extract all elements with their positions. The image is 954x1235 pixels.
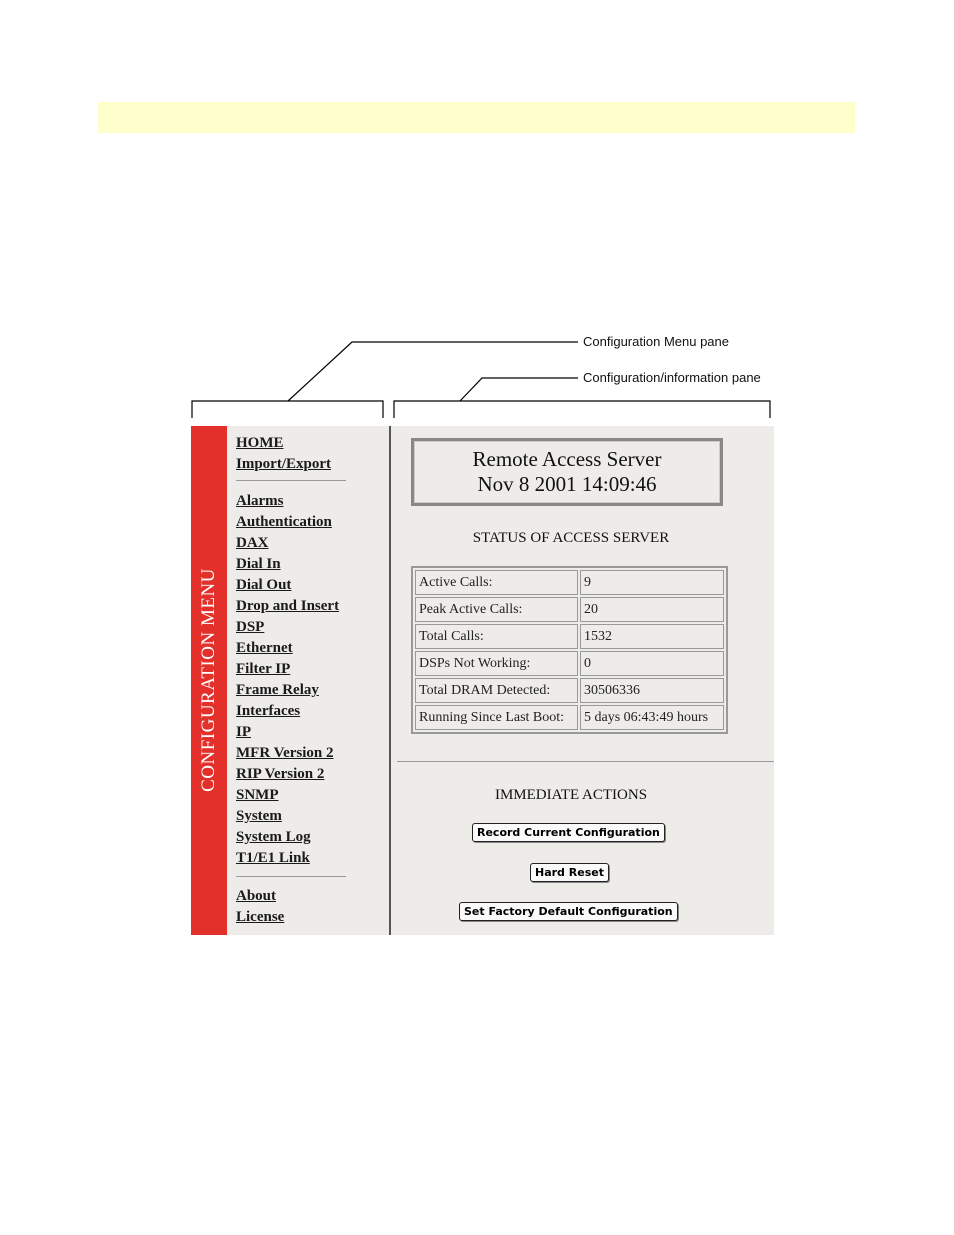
table-row [415,678,724,703]
status-value: 0 [580,651,724,676]
status-value: 20 [580,597,724,622]
menu-system-log[interactable]: System Log [236,829,311,845]
menu-rip-version-2[interactable]: RIP Version 2 [236,766,325,782]
hard-reset-button[interactable]: Hard Reset [530,863,609,882]
status-value: 30506336 [580,678,724,703]
menu-license[interactable]: License [236,909,285,925]
menu-drop-and-insert[interactable]: Drop and Insert [236,598,340,614]
actions-heading: IMMEDIATE ACTIONS [494,787,648,803]
status-table [411,566,728,734]
menu-ip[interactable]: IP [236,724,251,740]
server-title-box [411,438,723,506]
status-heading: STATUS OF ACCESS SERVER [472,530,670,546]
record-current-configuration-button[interactable]: Record Current Configuration [472,823,665,842]
status-value: 1532 [580,624,724,649]
menu-t1-e1-link[interactable]: T1/E1 Link [236,850,310,866]
menu-mfr-version-2[interactable]: MFR Version 2 [236,745,334,761]
status-label: Total DRAM Detected: [415,678,578,703]
server-screenshot [191,426,774,935]
menu-pane-leader [288,342,578,401]
info-pane-leader [460,378,578,401]
menu-dax[interactable]: DAX [236,535,269,551]
table-row [415,570,724,595]
server-title: Remote Access Server [472,447,662,471]
banner-text: CONFIGURATION MENU [198,568,219,792]
menu-divider [236,480,346,481]
menu-interfaces[interactable]: Interfaces [236,703,301,719]
menu-frame-relay[interactable]: Frame Relay [236,682,319,698]
menu-import-export[interactable]: Import/Export [236,456,331,472]
table-row [415,651,724,676]
menu-filter-ip[interactable]: Filter IP [236,661,291,677]
menu-dial-in[interactable]: Dial In [236,556,281,572]
status-value: 5 days 06:43:49 hours [580,705,724,730]
menu-system[interactable]: System [236,808,282,824]
status-label: Active Calls: [415,570,578,595]
set-factory-default-button[interactable]: Set Factory Default Configuration [459,902,678,921]
status-label: DSPs Not Working: [415,651,578,676]
menu-alarms[interactable]: Alarms [236,493,284,509]
table-row [415,597,724,622]
callout-lines [0,0,954,430]
status-label: Peak Active Calls: [415,597,578,622]
menu-snmp[interactable]: SNMP [236,787,279,803]
config-menu-banner [191,426,227,935]
configuration-menu-pane [227,426,389,935]
status-label: Running Since Last Boot: [415,705,578,730]
callout-menu-pane: Configuration Menu pane [583,334,729,349]
menu-pane-bracket [192,401,383,418]
info-divider [397,761,774,762]
table-row [415,705,724,730]
menu-about[interactable]: About [236,888,277,904]
menu-authentication[interactable]: Authentication [236,514,332,530]
menu-home[interactable]: HOME [236,435,284,451]
callout-info-pane: Configuration/information pane [583,370,761,385]
table-row [415,624,724,649]
server-datetime: Nov 8 2001 14:09:46 [477,472,657,496]
menu-ethernet[interactable]: Ethernet [236,640,293,656]
menu-dsp[interactable]: DSP [236,619,265,635]
info-pane-bracket [394,401,770,418]
configuration-information-pane [391,426,774,935]
status-label: Total Calls: [415,624,578,649]
status-value: 9 [580,570,724,595]
menu-divider [236,876,346,877]
menu-dial-out[interactable]: Dial Out [236,577,292,593]
